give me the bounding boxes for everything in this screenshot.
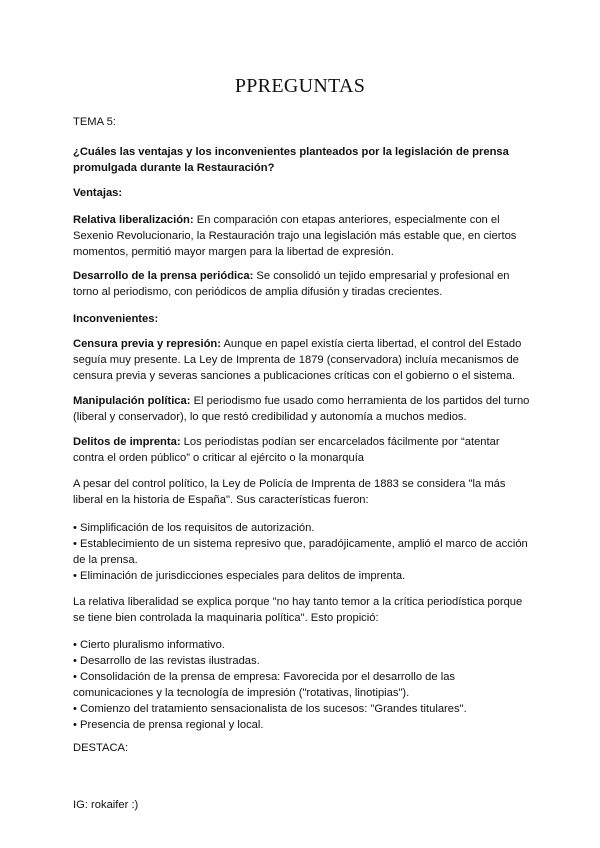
inconveniente-term: Censura previa y represión: — [73, 338, 221, 350]
list-item: • Establecimiento de un sistema represivo que, paradójicamente, amplió el marco de acción de la prensa. — [73, 536, 533, 568]
inconveniente-text: El periodismo fue usado como herramienta de los partidos del turno (liberal y conservador), lo que restó credibilidad y autonomía a muchos medios. — [73, 395, 530, 423]
inconvenientes-heading: Inconvenientes: — [73, 313, 159, 325]
list-item: • Eliminación de jurisdicciones especiales para delitos de imprenta. — [73, 568, 533, 584]
list-item: • Comienzo del tratamiento sensacionalista de los sucesos: "Grandes titulares". — [73, 701, 533, 717]
list-item: • Simplificación de los requisitos de autorización. — [73, 520, 533, 536]
ventajas-heading: Ventajas: — [73, 187, 123, 199]
inconveniente-term: Delitos de imprenta: — [73, 436, 181, 448]
ventaja-text: En comparación con etapas anteriores, especialmente con el Sexenio Revolucionario, la Restauración trajo una legislación más estable que, en ciertos momentos, permitió mayor margen para la libertad de expresión. — [73, 214, 517, 258]
list-item: • Consolidación de la prensa de empresa: Favorecida por el desarrollo de las comunicaciones y la tecnología de impresión ("rotativas, linotipias"). — [73, 669, 533, 701]
ventaja-text: Se consolidó un tejido empresarial y profesional en torno al periodismo, con periódicos de amplia difusión y tiradas crecientes. — [73, 270, 510, 298]
list-item: • Presencia de prensa regional y local. — [73, 717, 533, 733]
ley-1883-list — [73, 520, 533, 584]
inconveniente-item — [73, 434, 533, 466]
ventaja-term: Desarrollo de la prensa periódica: — [73, 270, 254, 282]
question-heading: ¿Cuáles las ventajas y los inconvenientes planteados por la legislación de prensa promulgada durante la Restauración? — [73, 146, 509, 174]
destaca-label: DESTACA: — [73, 742, 129, 754]
inconveniente-term: Manipulación política: — [73, 395, 191, 407]
list-item: • Cierto pluralismo informativo. — [73, 637, 533, 653]
inconveniente-item — [73, 336, 533, 384]
ventaja-item — [73, 212, 533, 260]
list-item: • Desarrollo de las revistas ilustradas. — [73, 653, 533, 669]
ventaja-term: Relativa liberalización: — [73, 214, 194, 226]
liberalidad-intro: La relativa liberalidad se explica porque "no hay tanto temor a la crítica periodística porque se tiene bien controlada la maquinaria política". Esto propició: — [73, 596, 523, 624]
ley-1883-intro: A pesar del control político, la Ley de Policía de Imprenta de 1883 se considera "la más liberal en la historia de España". Sus características fueron: — [73, 478, 506, 506]
ventaja-item — [73, 268, 533, 300]
liberalidad-list — [73, 637, 533, 733]
inconveniente-text: Los periodistas podían ser encarcelados fácilmente por “atentar contra el orden público” o criticar al ejército o la monarquía — [73, 436, 500, 464]
inconveniente-item — [73, 393, 533, 425]
topic-label: TEMA 5: — [73, 116, 116, 128]
inconveniente-text: Aunque en papel existía cierta libertad, el control del Estado seguía muy presente. La Ley de Imprenta de 1879 (conservadora) incluía mecanismos de censura previa y severas sanciones a publicaciones críticas con el gobierno o el sistema. — [73, 338, 522, 382]
page-title: PPREGUNTAS — [234, 75, 366, 97]
footer-handle: IG: rokaifer :) — [73, 799, 139, 811]
